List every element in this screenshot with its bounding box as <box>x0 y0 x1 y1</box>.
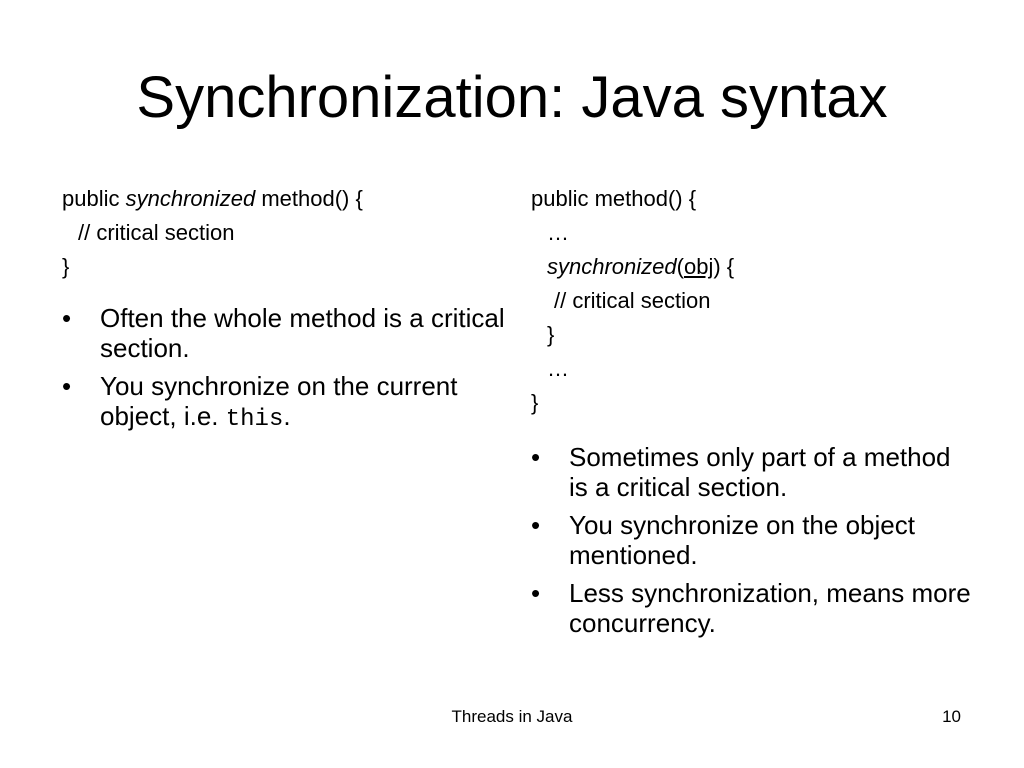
right-code-line-6: … <box>547 356 569 381</box>
left-code-line-3: } <box>62 254 70 279</box>
left-code-synchronized-keyword: synchronized <box>125 186 256 211</box>
right-bullet-3-text: Less synchronization, means more concurrency. <box>569 578 971 638</box>
left-code-line-1 <box>62 182 512 216</box>
left-code-public: public <box>62 186 126 211</box>
left-bullet-2-text: You synchronize on the current object, i.e. <box>100 371 458 431</box>
right-code-paren-open: ( <box>676 254 684 279</box>
right-code-paren-close: ) { <box>713 254 735 279</box>
slide-number: 10 <box>942 707 961 726</box>
right-code-line-7: } <box>531 390 539 415</box>
right-bullet-2 <box>531 510 971 570</box>
right-code-line-1: public method() { <box>531 186 697 211</box>
right-code-block <box>531 182 971 420</box>
slide-title: Synchronization: Java syntax <box>136 65 888 130</box>
right-code-synchronized-keyword: synchronized <box>547 254 677 279</box>
bullet-icon: • <box>531 578 541 608</box>
right-code-line-5: } <box>547 322 555 347</box>
bullet-icon: • <box>531 442 541 472</box>
left-code-method-signature: method() { <box>255 186 363 211</box>
left-code-line-2: // critical section <box>78 220 235 245</box>
left-column <box>62 182 512 443</box>
left-bullet-1-text: Often the whole method is a critical section. <box>100 303 505 363</box>
left-bullet-2 <box>62 371 512 435</box>
right-code-line-3 <box>531 250 971 284</box>
right-bullet-2-text: You synchronize on the object mentioned. <box>569 510 915 570</box>
footer-title: Threads in Java <box>451 707 573 726</box>
right-bullet-1 <box>531 442 971 502</box>
left-bullet-list <box>62 303 512 435</box>
left-code-block <box>62 182 512 284</box>
this-keyword-code: this <box>225 406 284 433</box>
bullet-icon: • <box>62 303 72 333</box>
right-code-line-2: … <box>547 220 569 245</box>
right-bullet-3 <box>531 578 971 638</box>
left-bullet-2-period: . <box>283 401 291 431</box>
right-column <box>531 182 971 646</box>
left-bullet-1 <box>62 303 512 363</box>
right-code-line-4: // critical section <box>554 288 711 313</box>
right-bullet-list <box>531 442 971 638</box>
bullet-icon: • <box>531 510 541 540</box>
bullet-icon: • <box>62 371 72 401</box>
right-code-obj: obj <box>683 254 714 279</box>
right-bullet-1-text: Sometimes only part of a method is a critical section. <box>569 442 951 502</box>
